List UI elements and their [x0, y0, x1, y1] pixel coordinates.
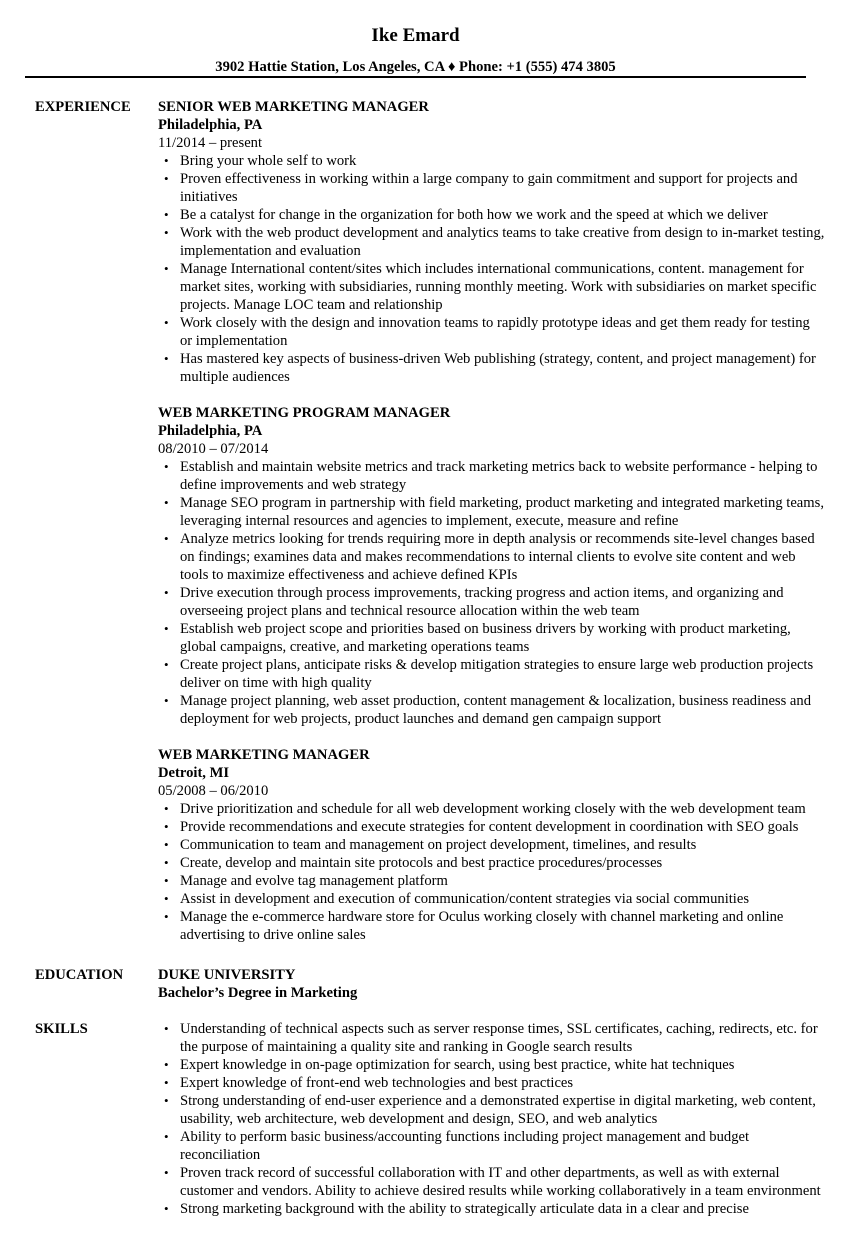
skill-bullet: • Ability to perform basic business/accounting functions including project management and budget reconciliation	[158, 1128, 825, 1164]
job-dates: 05/2008 – 06/2010	[158, 783, 269, 799]
job-bullets	[158, 458, 825, 728]
job-location: Philadelphia, PA	[158, 117, 263, 133]
job-title: SENIOR WEB MARKETING MANAGER	[158, 99, 429, 115]
job-bullet: • Drive execution through process improvements, tracking progress and action items, and organizing and overseeing project plans and technical resource allocation within the web team	[158, 584, 825, 620]
skills-section	[35, 1020, 825, 1218]
job-bullet: • Communication to team and management on project development, timelines, and results	[158, 836, 825, 854]
education-degree: Bachelor’s Degree in Marketing	[158, 985, 358, 1001]
job-bullet: • Establish and maintain website metrics and track marketing metrics back to website performance - helping to define improvements and web strategy	[158, 458, 825, 494]
job-dates: 08/2010 – 07/2014	[158, 441, 269, 457]
skills-bullets	[158, 1020, 825, 1218]
education-section	[35, 966, 825, 1002]
section-label-skills: SKILLS	[35, 1021, 88, 1037]
job-entry	[158, 746, 825, 944]
experience-jobs	[158, 98, 825, 962]
job-bullet: • Provide recommendations and execute strategies for content development in coordination with SEO goals	[158, 818, 825, 836]
candidate-name: Ike Emard	[371, 25, 460, 46]
job-bullet: • Drive prioritization and schedule for all web development working closely with the web development team	[158, 800, 825, 818]
job-entry	[158, 98, 825, 386]
job-bullet: • Manage the e-commerce hardware store for Oculus working closely with channel marketing and online advertising to drive online sales	[158, 908, 825, 944]
skill-bullet: • Proven track record of successful collaboration with IT and other departments, as well as with external customer and vendors. Ability to achieve desired results while working collaboratively in a team environment	[158, 1164, 825, 1200]
job-bullet: • Manage SEO program in partnership with field marketing, product marketing and integrated marketing teams, leveraging internal resources and agencies to implement, execute, measure and refine	[158, 494, 825, 530]
job-bullet: • Bring your whole self to work	[158, 152, 825, 170]
education-school: DUKE UNIVERSITY	[158, 967, 296, 983]
job-bullet: • Establish web project scope and priorities based on business drivers by working with product marketing, global campaigns, creative, and marketing operations teams	[158, 620, 825, 656]
job-bullets	[158, 152, 825, 386]
education-body	[158, 966, 825, 1002]
job-location: Philadelphia, PA	[158, 423, 263, 439]
skills-body	[158, 1020, 825, 1218]
skill-bullet: • Expert knowledge in on-page optimization for search, using best practice, white hat techniques	[158, 1056, 825, 1074]
job-location: Detroit, MI	[158, 765, 230, 781]
experience-section	[35, 98, 825, 962]
job-bullet: • Manage International content/sites which includes international communications, content. management for market sites, working with subsidiaries, running monthly meeting. Work with subsidiaries on market specific projects. Manage LOC team and relationship	[158, 260, 825, 314]
job-bullets	[158, 800, 825, 944]
resume-body	[35, 98, 825, 1218]
header-divider	[25, 76, 806, 78]
skill-bullet: • Strong marketing background with the ability to strategically articulate data in a clear and precise	[158, 1200, 825, 1218]
job-bullet: • Be a catalyst for change in the organization for both how we work and the speed at which we deliver	[158, 206, 825, 224]
job-title: WEB MARKETING MANAGER	[158, 747, 370, 763]
job-bullet: • Create project plans, anticipate risks & develop mitigation strategies to ensure large web production projects deliver on time with high quality	[158, 656, 825, 692]
job-bullet: • Manage and evolve tag management platform	[158, 872, 825, 890]
skill-bullet: • Understanding of technical aspects such as server response times, SSL certificates, caching, redirects, etc. for the purpose of maintaining a quality site and ranking in Google search results	[158, 1020, 825, 1056]
job-bullet: • Work closely with the design and innovation teams to rapidly prototype ideas and get them ready for testing or implementation	[158, 314, 825, 350]
section-label-education: EDUCATION	[35, 967, 124, 983]
job-bullet: • Assist in development and execution of communication/content strategies via social communities	[158, 890, 825, 908]
job-entry	[158, 404, 825, 728]
skill-bullet: • Strong understanding of end-user experience and a demonstrated expertise in digital marketing, web content, usability, web architecture, web development and design, SEO, and web analytics	[158, 1092, 825, 1128]
skill-bullet: • Expert knowledge of front-end web technologies and best practices	[158, 1074, 825, 1092]
job-bullet: • Manage project planning, web asset production, content management & localization, business readiness and deployment for web projects, product launches and demand gen campaign support	[158, 692, 825, 728]
job-bullet: • Analyze metrics looking for trends requiring more in depth analysis or recommends site-level changes based on findings; examines data and makes recommendations to internal clients to evolve site content and web tools to maximize effectiveness and achieve defined KPIs	[158, 530, 825, 584]
job-title: WEB MARKETING PROGRAM MANAGER	[158, 405, 451, 421]
section-label-experience: EXPERIENCE	[35, 99, 131, 115]
job-bullet: • Has mastered key aspects of business-driven Web publishing (strategy, content, and project management) for multiple audiences	[158, 350, 825, 386]
job-dates: 11/2014 – present	[158, 135, 263, 151]
contact-line: 3902 Hattie Station, Los Angeles, CA ♦ Phone: +1 (555) 474 3805	[215, 59, 616, 75]
job-bullet: • Proven effectiveness in working within a large company to gain commitment and support for projects and initiatives	[158, 170, 825, 206]
job-bullet: • Create, develop and maintain site protocols and best practice procedures/processes	[158, 854, 825, 872]
job-bullet: • Work with the web product development and analytics teams to take creative from design to in-market testing, implementation and evaluation	[158, 224, 825, 260]
resume-header	[25, 24, 806, 76]
